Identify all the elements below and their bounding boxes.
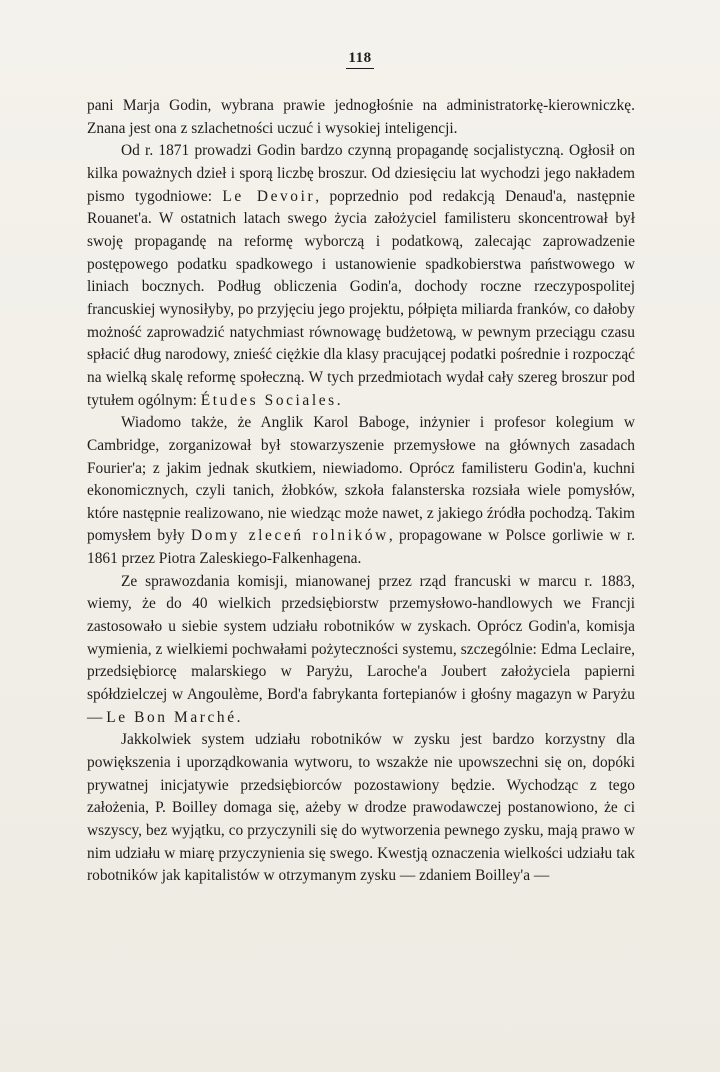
spaced-emphasis: Domy zleceń rolników [191, 527, 389, 545]
paragraph-text: . [336, 391, 341, 409]
paragraph-text: Jakkolwiek system udziału robotników w zysku jest bardzo korzystny dla powiększenia i uporządkowania wytworu, to wszakże nie upowszechni się on, dopóki prywatnej inicjatywie przedsiębiorców pozostawiony będzie. Wychodząc z tego założenia, P. Boilley domaga się, ażeby w drodze prawodawczej postanowiono, że ci wszyscy, bez wyjątku, co przyczynili się do wytworzenia pewnego zysku, mają prawo w nim udziału w miarę przyczynienia się swego. Kwestją oznaczenia wielkości udziału tak robotników jak kapitalistów w otrzymanym zysku — zdaniem Boilley'a — [87, 731, 635, 885]
paragraph-text: pani Marja Godin, wybrana prawie jednogłośnie na administratorkę-kierowniczkę. Znana jest ona z szlachetności uczuć i wysokiej inteligencji. [87, 97, 635, 137]
page-number [0, 50, 720, 69]
spaced-emphasis: Études Sociales [200, 391, 337, 409]
page-number-value: 118 [346, 50, 373, 69]
body-text [87, 95, 635, 888]
paragraph-3 [87, 412, 635, 571]
paragraph-2 [87, 140, 635, 412]
paragraph-text: , propagowane w Polsce gorliwie w r. 1861 przez Piotra Zaleskiego-Falkenhagena. [87, 527, 635, 568]
paragraph-4 [87, 571, 635, 730]
spaced-emphasis: Le Bon Marché [106, 708, 237, 726]
paragraph-5 [87, 729, 635, 888]
paragraph-text: Od r. 1871 prowadzi Godin bardzo czynną propagandę socjalistyczną. Ogłosił on kilka poważnych dzieł i sporą liczbę broszur. Od dziesięciu lat wychodzi jego nakładem pismo tygodniowe: [87, 142, 635, 205]
spaced-emphasis: Le Devoir [222, 187, 316, 205]
paragraph-text: , poprzednio pod redakcją Denaud'a, następnie Rouanet'a. W ostatnich latach swego życia założyciel familisteru skoncentrował był swoję propagandę na reformę wyborczą i podatkową, zalecając zaprowadzenie postępowego podatku spadkowego i ustanowienie spadkobierstwa państwowego w liniach bocznych. Podług obliczenia Godin'a, dochody roczne rzeczypospolitej francuskiej wynosiłyby, po przyjęciu jego projektu, półpięta miliarda franków, co dałoby możność zaprowadzić natychmiast równowagę budżetową, w pewnym przeciągu czasu spłacić dług narodowy, znieść ciężkie dla klasy pracującej podatki pośrednie i rozpocząć na wielką skalę reformę społeczną. W tych przedmiotach wydał cały szereg broszur pod tytułem ogólnym: [87, 187, 635, 409]
paragraph-text: . [236, 708, 241, 726]
paragraph-1 [87, 95, 635, 140]
paragraph-text: Ze sprawozdania komisji, mianowanej przez rząd francuski w marcu r. 1883, wiemy, że do 40 wielkich przedsiębiorstw przemysłowo-handlowych we Francji zastosowało u siebie system udziału robotników w zyskach. Oprócz Godin'a, komisja wymienia, z wielkiemi pochwałami pożyteczności systemu, szczególnie: Edma Leclaire, przedsiębiorcę malarskiego w Paryżu, Laroche'a Joubert założyciela papierni spółdzielczej w Angoulème, Bord'a fabrykanta fortepianów i głośny magazyn w Paryżu — [87, 572, 635, 726]
paragraph-text: Wiadomo także, że Anglik Karol Baboge, inżynier i profesor kolegium w Cambridge, zorganizował był stowarzyszenie przemysłowe na głównych zasadach Fourier'a; z jakim jednak skutkiem, niewiadomo. Oprócz familisteru Godin'a, kuchni ekonomicznych, czyli tanich, żłobków, szkoła falansterska rozsiała wiele pomysłów, które następnie realizowano, nie wiedząc może nawet, z jakiego źródła pochodzą. Takim pomysłem były [87, 414, 635, 545]
